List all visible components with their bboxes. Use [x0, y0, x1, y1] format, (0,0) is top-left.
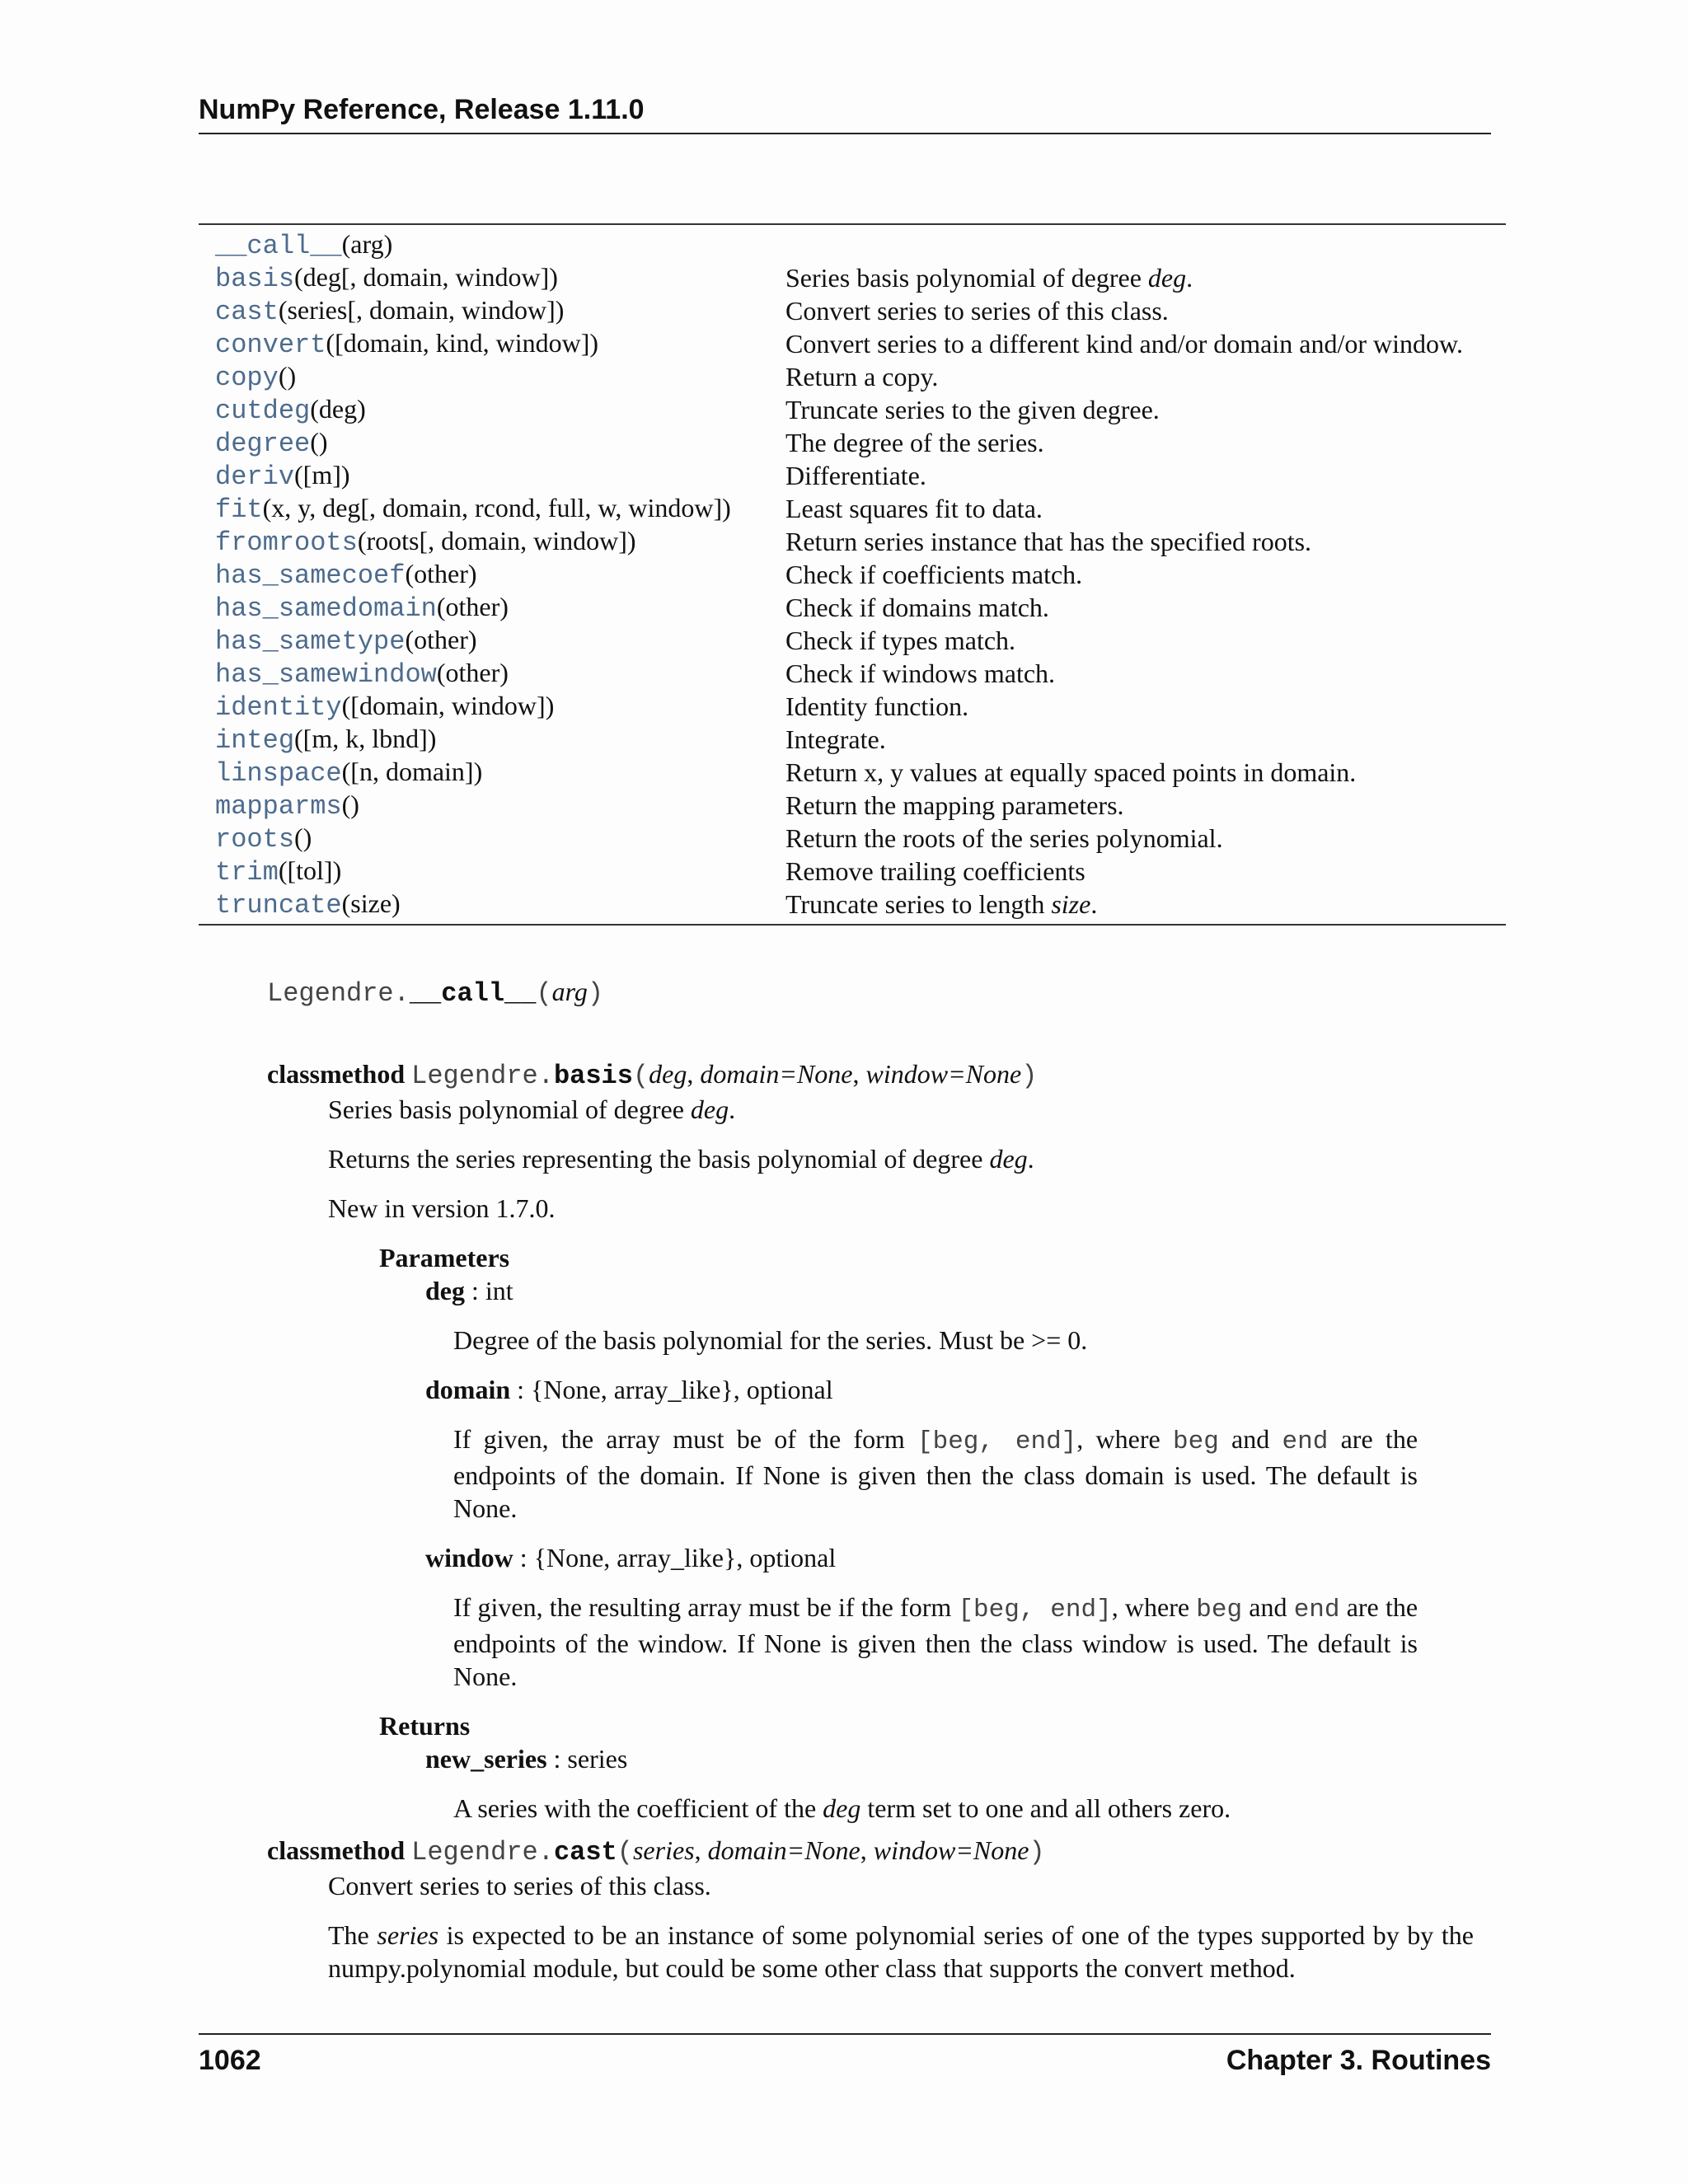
method-link[interactable]: degree — [215, 428, 311, 459]
sig-paren-close: ) — [1021, 1061, 1038, 1091]
method-args: (other) — [405, 558, 477, 588]
method-name-cell — [199, 656, 785, 691]
method-link[interactable]: identity — [215, 691, 342, 723]
method-name-cell — [199, 260, 785, 296]
return-desc: A series with the coefficient of the deg term set to one and all others zero. — [453, 1793, 1231, 1823]
method-link[interactable]: fit — [215, 494, 263, 525]
method-description: Check if domains match. — [785, 593, 1049, 622]
method-description: The degree of the series. — [785, 428, 1044, 457]
running-footer — [199, 2033, 1491, 2079]
sig-param: domain=None — [707, 1835, 860, 1865]
method-description: Check if coefficients match. — [785, 560, 1083, 589]
method-name-cell — [199, 689, 785, 724]
method-link[interactable]: trim — [215, 856, 279, 888]
method-link[interactable]: deriv — [215, 461, 295, 492]
chapter-title: Chapter 3. Routines — [1226, 2045, 1491, 2076]
method-description: Differentiate. — [785, 461, 926, 490]
method-name-cell — [199, 227, 785, 263]
cast-description: The series is expected to be an instance of some polynomial series of one of the types supported by by the numpy.polynomial module, but could be some other class that supports the convert method. — [328, 1920, 1475, 1983]
method-args: () — [341, 789, 359, 819]
sig-class: Legendre. — [411, 1837, 554, 1868]
method-row — [199, 558, 1506, 591]
method-link[interactable]: linspace — [215, 757, 342, 789]
method-row — [199, 822, 1506, 855]
param-domain: domain : {None, array_like}, optional — [425, 1375, 833, 1404]
method-link[interactable]: mapparms — [215, 790, 342, 822]
method-description: Identity function. — [785, 691, 969, 721]
page-number: 1062 — [199, 2045, 261, 2076]
method-link[interactable]: cast — [215, 296, 279, 327]
sig-class: Legendre. — [411, 1061, 554, 1091]
method-description: Return a copy. — [785, 362, 939, 391]
sig-param: window=None — [873, 1835, 1029, 1865]
method-args: (size) — [341, 888, 401, 918]
sig-function: __call__ — [409, 978, 537, 1009]
method-args: (other) — [436, 591, 509, 621]
method-args: (arg) — [341, 228, 393, 259]
call-entry — [267, 975, 1503, 1010]
method-row — [199, 261, 1506, 294]
method-link[interactable]: roots — [215, 823, 295, 855]
param-window-desc: If given, the resulting array must be if the form [beg, end], where beg and end are the endpoints of the window. If None is given then the class window is used. The default is None. — [453, 1591, 1418, 1691]
method-row — [199, 591, 1506, 624]
sig-param: domain=None — [700, 1059, 853, 1089]
method-args: () — [310, 426, 328, 457]
basis-summary: Series basis polynomial of degree deg. — [328, 1094, 736, 1124]
method-row — [199, 393, 1506, 426]
returns-heading: Returns — [379, 1710, 471, 1741]
method-link[interactable]: has_samewindow — [215, 658, 437, 690]
method-name-cell — [199, 392, 785, 428]
method-name-cell — [199, 623, 785, 658]
method-args: (x, y, deg[, domain, rcond, full, w, window]) — [262, 492, 731, 523]
method-name-cell — [199, 458, 785, 494]
method-name-cell — [199, 590, 785, 626]
method-row — [199, 525, 1506, 558]
basis-body — [328, 1093, 1503, 1225]
method-name-cell — [199, 722, 785, 757]
method-link[interactable]: basis — [215, 263, 295, 294]
method-args: ([n, domain]) — [341, 756, 483, 786]
method-args: ([m]) — [294, 459, 350, 490]
return-new-series: new_series : series — [425, 1743, 628, 1774]
method-row — [199, 360, 1506, 393]
sig-param: arg — [551, 977, 588, 1006]
method-link[interactable]: __call__ — [215, 230, 342, 261]
call-signature — [267, 975, 1503, 1010]
basis-entry — [267, 1057, 1503, 1825]
sig-paren-open: ( — [617, 1837, 633, 1868]
method-row — [199, 723, 1506, 756]
method-description: Truncate series to the given degree. — [785, 395, 1160, 424]
method-args: ([tol]) — [278, 855, 342, 885]
method-name-cell — [199, 887, 785, 922]
param-domain-desc: If given, the array must be of the form [beg, end], where beg and end are the endpoints of the domain. If None is given then the class domain is used. The default is None. — [453, 1424, 1418, 1523]
method-row — [199, 327, 1506, 360]
method-name-cell — [199, 788, 785, 823]
method-row — [199, 855, 1506, 888]
sig-function: cast — [553, 1837, 617, 1868]
method-name-cell — [199, 326, 785, 362]
basis-returns-text: Returns the series representing the basis polynomial of degree deg. — [328, 1144, 1034, 1174]
method-name-cell — [199, 524, 785, 560]
method-link[interactable]: cutdeg — [215, 395, 311, 426]
sig-paren-close: ) — [1029, 1837, 1045, 1868]
parameters-heading: Parameters — [379, 1243, 510, 1272]
method-description: Truncate series to length size. — [785, 889, 1098, 919]
sig-keyword: classmethod — [267, 1835, 406, 1865]
method-link[interactable]: fromroots — [215, 527, 358, 558]
method-row — [199, 690, 1506, 723]
method-row — [199, 624, 1506, 657]
method-row — [199, 888, 1506, 921]
method-name-cell — [199, 425, 785, 461]
method-name-cell — [199, 755, 785, 790]
method-row — [199, 657, 1506, 690]
sig-paren-open: ( — [632, 1061, 649, 1091]
cast-entry — [267, 1834, 1503, 1985]
method-args: (other) — [436, 657, 509, 687]
cast-signature: classmethod Legendre.cast(series, domain=None, window=None) — [267, 1835, 1045, 1868]
method-args: (other) — [405, 624, 477, 654]
param-window: window : {None, array_like}, optional — [425, 1542, 837, 1572]
method-row — [199, 756, 1506, 789]
sig-keyword: classmethod — [267, 1059, 406, 1089]
method-link[interactable]: truncate — [215, 889, 342, 921]
method-args: ([m, k, lbnd]) — [294, 723, 437, 753]
cast-summary: Convert series to series of this class. — [328, 1871, 711, 1900]
method-name-cell — [199, 491, 785, 527]
param-deg: deg : int — [425, 1276, 513, 1305]
method-row — [199, 492, 1506, 525]
method-row — [199, 228, 1506, 261]
method-description: Convert series to a different kind and/or domain and/or window. — [785, 329, 1464, 359]
sig-param: series — [632, 1835, 695, 1865]
method-args: (series[, domain, window]) — [278, 294, 565, 325]
method-description: Return x, y values at equally spaced points in domain. — [785, 757, 1357, 787]
methods-table — [199, 223, 1506, 926]
param-deg-desc: Degree of the basis polynomial for the series. Must be >= 0. — [453, 1325, 1088, 1355]
sig-paren-open: ( — [536, 978, 552, 1009]
method-description: Return the mapping parameters. — [785, 790, 1124, 820]
method-args: ([domain, window]) — [341, 690, 555, 720]
basis-version: New in version 1.7.0. — [328, 1193, 556, 1223]
method-link[interactable]: copy — [215, 362, 279, 393]
method-description: Integrate. — [785, 724, 886, 754]
method-description: Remove trailing coefficients — [785, 856, 1085, 886]
sig-paren-close: ) — [587, 978, 604, 1009]
method-name-cell — [199, 854, 785, 889]
method-row — [199, 789, 1506, 822]
method-row — [199, 459, 1506, 492]
method-link[interactable]: has_sametype — [215, 626, 406, 657]
cast-body — [328, 1869, 1503, 1985]
method-description: Series basis polynomial of degree deg. — [785, 263, 1193, 293]
method-description: Check if types match. — [785, 626, 1016, 655]
basis-signature: classmethod Legendre.basis(deg, domain=None, window=None) — [267, 1059, 1038, 1091]
method-args: () — [294, 822, 312, 852]
method-args: ([domain, kind, window]) — [326, 327, 599, 358]
sig-function: basis — [553, 1061, 633, 1091]
method-description: Least squares fit to data. — [785, 494, 1043, 523]
method-link[interactable]: has_samecoef — [215, 560, 406, 591]
sig-param: deg — [649, 1059, 687, 1089]
method-description: Check if windows match. — [785, 658, 1056, 688]
method-description: Return the roots of the series polynomial. — [785, 823, 1223, 853]
sig-class: Legendre. — [267, 978, 410, 1009]
method-name-cell — [199, 293, 785, 329]
method-args: (deg[, domain, window]) — [294, 261, 558, 292]
method-name-cell — [199, 821, 785, 856]
method-row — [199, 294, 1506, 327]
method-args: (deg) — [310, 393, 366, 424]
method-link[interactable]: convert — [215, 329, 326, 360]
method-link[interactable]: integ — [215, 724, 295, 756]
method-description: Convert series to series of this class. — [785, 296, 1169, 326]
method-name-cell — [199, 557, 785, 593]
method-description: Return series instance that has the specified roots. — [785, 527, 1312, 556]
method-row — [199, 426, 1506, 459]
running-header — [199, 92, 1491, 134]
method-link[interactable]: has_samedomain — [215, 593, 437, 624]
method-args: (roots[, domain, window]) — [357, 525, 636, 555]
header-title: NumPy Reference, Release 1.11.0 — [199, 94, 645, 125]
method-args: () — [278, 360, 297, 391]
sig-param: window=None — [865, 1059, 1022, 1089]
method-name-cell — [199, 359, 785, 395]
basis-field-list — [379, 1241, 1503, 1825]
